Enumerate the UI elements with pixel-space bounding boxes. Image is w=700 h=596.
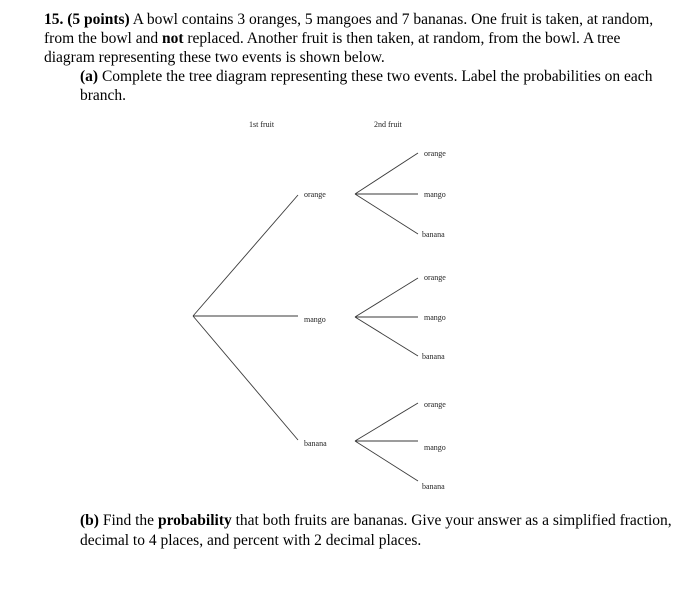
branch-mango-banana [355,317,418,356]
question-not-word: not [161,30,184,47]
header-first-fruit: 1st fruit [249,120,275,129]
part-b-instruction [80,511,680,551]
question-body-2: replaced. Another fruit is then taken, at random, from the bowl. A tree diagram representing these two events is shown below. [44,30,621,66]
branch-orange-banana [355,194,418,234]
second-level-label: mango [424,443,446,452]
question-body-1: A bowl contains 3 oranges, 5 mangoes and 7 bananas. One fruit is taken, at random, from the bowl and [44,11,654,47]
part-a-text: Complete the tree diagram representing these two events. Label the probabilities on each branch. [80,68,653,104]
second-level-label: banana [422,352,445,361]
question-number: 15. [44,11,64,28]
second-level-label: banana [422,482,445,491]
part-b-label: (b) [80,512,99,529]
branch-banana-orange [355,403,418,441]
branch-mango-orange [355,278,418,317]
header-second-fruit: 2nd fruit [374,120,402,129]
first-level-label-mango: mango [304,315,326,324]
first-level-label-banana: banana [304,439,327,448]
branch-first-banana [193,316,298,440]
second-level-label: banana [422,230,445,239]
second-level-label: mango [424,313,446,322]
branch-orange-orange [355,153,418,194]
branch-first-orange [193,195,298,316]
second-level-label: orange [424,149,446,158]
question-points: (5 points) [67,11,130,28]
first-level-label-orange: orange [304,190,326,199]
second-level-label: mango [424,190,446,199]
branch-banana-banana [355,441,418,481]
second-level-label: orange [424,400,446,409]
part-b-text-1: Find the [98,512,158,529]
part-b-bold-word: probability [157,512,232,529]
second-level-label: orange [424,273,446,282]
part-b-text-2: that both fruits are bananas. Give your answer as a simplified fraction, decimal to 4 places, and percent with 2 decimal places. [80,512,672,549]
part-a-label: (a) [80,68,99,85]
